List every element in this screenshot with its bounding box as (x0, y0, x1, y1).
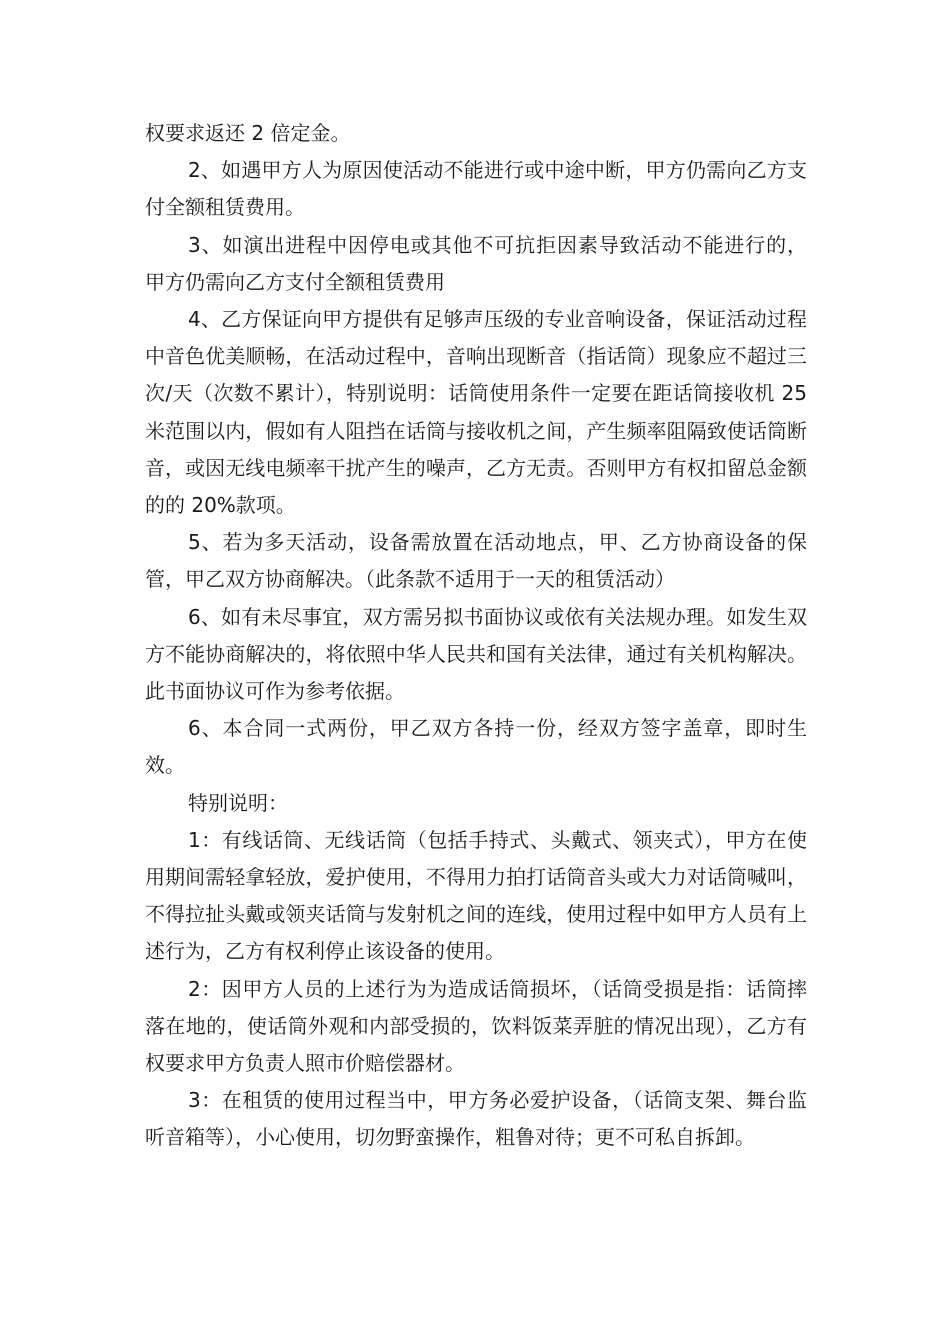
paragraph-clause-3: 3、如演出进程中因停电或其他不可抗拒因素导致活动不能进行的， 甲方仍需向乙方支付全额租赁费用 (145, 232, 807, 294)
paragraph-clause-6a: 6、如有未尽事宜，双方需另拟书面协议或依有关法规办理。如发生双方不能协商解决的，将依照中华人民共和国有关法律，通过有关机构解决。此书面协议可作为参考依据。 (145, 604, 807, 704)
paragraph-deposit-return: 权要求返还 2 倍定金。 (145, 121, 351, 145)
special-notes-heading: 特别说明： (188, 790, 288, 815)
paragraph-clause-5: 5、若为多天活动，设备需放置在活动地点，甲、乙方协商设备的保管，甲乙双方协商解决。（此条款不适用于一天的租赁活动） (145, 530, 807, 592)
special-note-1: 1：有线话筒、无线话筒（包括手持式、头戴式、领夹式），甲方在使用期间需轻拿轻放，爱护使用，不得用力拍打话筒音头或大力对话筒喊叫，不得拉扯头戴或领夹话筒与发射机之间的连线，使用过程中如甲方人员有上述行为，乙方有权利停止该设备的使用。 (145, 827, 807, 964)
special-note-3: 3：在租赁的使用过程当中，甲方务必爱护设备，（话筒支架、舞台监听音箱等），小心使用，切勿野蛮操作，粗鲁对待；更不可私自拆卸。 (145, 1088, 807, 1150)
paragraph-clause-4: 4、乙方保证向甲方提供有足够声压级的专业音响设备，保证活动过程中音色优美顺畅，在活动过程中，音响出现断音（指话筒）现象应不超过三次/天（次数不累计），特别说明：话筒使用条件一定要在距话筒接收机 25 米范围以内，假如有人阻挡在话筒与接收机之间，产生频率阻隔致使话筒断音，或因无线电频率干扰产生的噪声，乙方无责。否则甲方有权扣留总金额的的 20%款项。 (145, 307, 807, 518)
paragraph-clause-2: 2、如遇甲方人为原因使活动不能进行或中途中断，甲方仍需向乙方支付全额租赁费用。 (145, 158, 807, 220)
paragraph-clause-6b: 6、本合同一式两份，甲乙双方各持一份，经双方签字盖章，即时生效。 (145, 716, 807, 778)
body-text (145, 115, 807, 1157)
special-note-2: 2：因甲方人员的上述行为为造成话筒损坏，（话筒受损是指：话筒摔落在地的，使话筒外观和内部受损的，饮料饭菜弄脏的情况出现），乙方有权要求甲方负责人照市价赔偿器材。 (145, 976, 807, 1076)
